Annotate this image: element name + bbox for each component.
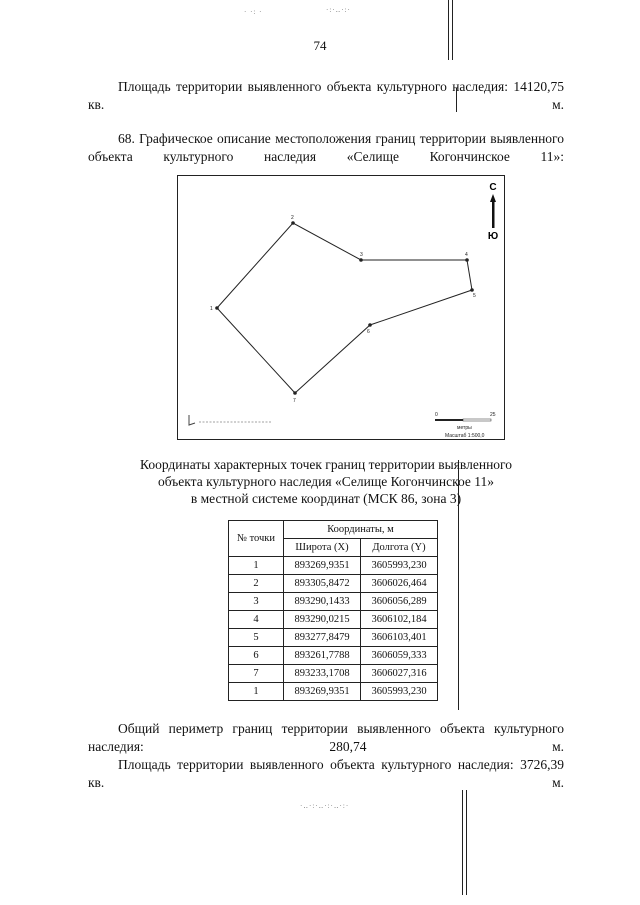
point-number: 4	[229, 611, 284, 629]
latitude-value: 893305,8472	[284, 575, 361, 593]
area-paragraph: Площадь территории выявленного объекта культурного наследия: 3726,39 кв. м.	[88, 757, 564, 790]
longitude-value: 3605993,230	[361, 557, 438, 575]
boundary-polygon	[217, 223, 472, 393]
vertex-1	[215, 306, 219, 310]
point-number: 5	[229, 629, 284, 647]
longitude-value: 3606103,401	[361, 629, 438, 647]
table-row	[229, 665, 438, 683]
header-coordinates: Координаты, м	[284, 521, 438, 539]
longitude-value: 3606056,289	[361, 593, 438, 611]
vertex-5	[470, 288, 474, 292]
vertex-4	[465, 258, 469, 262]
latitude-value: 893269,9351	[284, 683, 361, 701]
scale-end: 25	[490, 412, 496, 418]
scan-line	[466, 790, 467, 895]
point-label-3: 3	[360, 252, 363, 258]
north-arrow-icon	[488, 182, 498, 242]
point-label-5: 5	[473, 293, 476, 299]
table-caption-line: объекта культурного наследия «Селище Когончинское 11»	[158, 474, 494, 489]
scale-bar	[435, 412, 496, 439]
point-number: 7	[229, 665, 284, 683]
point-label-4: 4	[465, 252, 468, 258]
latitude-value: 893277,8479	[284, 629, 361, 647]
table-row	[229, 557, 438, 575]
north-label: С	[489, 182, 497, 193]
point-number: 6	[229, 647, 284, 665]
boundary-map	[177, 175, 505, 445]
latitude-value: 893290,1433	[284, 593, 361, 611]
table-row	[229, 629, 438, 647]
scan-line	[462, 790, 463, 895]
point-number: 2	[229, 575, 284, 593]
longitude-value: 3605993,230	[361, 683, 438, 701]
table-row	[229, 647, 438, 665]
header-longitude: Долгота (Y)	[361, 539, 438, 557]
coordinates-table	[228, 520, 438, 701]
scale-start: 0	[435, 412, 438, 418]
vertex-3	[359, 258, 363, 262]
point-label-2: 2	[291, 215, 294, 221]
latitude-value: 893269,9351	[284, 557, 361, 575]
point-number: 1	[229, 557, 284, 575]
table-caption-line: в местной системе координат (МСК 86, зона 3)	[190, 491, 462, 506]
latitude-value: 893261,7788	[284, 647, 361, 665]
scan-noise: · ·: ·	[244, 8, 263, 16]
vertex-6	[368, 323, 372, 327]
table-row	[229, 611, 438, 629]
scan-noise: ·:·‥·:·	[326, 6, 351, 14]
table-row	[229, 575, 438, 593]
vertex-7	[293, 391, 297, 395]
legend-icon	[189, 415, 272, 425]
latitude-value: 893290,0215	[284, 611, 361, 629]
longitude-value: 3606026,464	[361, 575, 438, 593]
perimeter-paragraph: Общий периметр границ территории выявленного объекта культурного наследия: 280,74 м.	[88, 721, 564, 754]
section-heading: 68. Графическое описание местоположения границ территории выявленного объекта культурного наследия «Селище Когончинское 11»:	[88, 131, 564, 164]
table-caption	[88, 456, 564, 507]
scale-text: Масштаб 1:500,0	[445, 433, 485, 439]
table-row	[229, 683, 438, 701]
page-number: 74	[313, 38, 327, 53]
south-label: Ю	[487, 231, 499, 242]
prev-area-paragraph: Площадь территории выявленного объекта культурного наследия: 14120,75 кв. м.	[88, 79, 564, 112]
scale-unit: метры	[457, 425, 472, 431]
boundary-vertices	[215, 221, 474, 395]
point-label-7: 7	[293, 398, 296, 404]
point-label-6: 6	[367, 329, 370, 335]
table-row	[229, 593, 438, 611]
point-number: 3	[229, 593, 284, 611]
latitude-value: 893233,1708	[284, 665, 361, 683]
point-label-1: 1	[210, 306, 213, 312]
point-number: 1	[229, 683, 284, 701]
header-latitude: Широта (X)	[284, 539, 361, 557]
table-caption-line: Координаты характерных точек границ территории выявленного	[139, 457, 512, 472]
longitude-value: 3606102,184	[361, 611, 438, 629]
vertex-2	[291, 221, 295, 225]
scan-noise: ·‥·:·‥·:·‥·:·	[300, 802, 350, 810]
longitude-value: 3606027,316	[361, 665, 438, 683]
longitude-value: 3606059,333	[361, 647, 438, 665]
header-point-number: № точки	[229, 521, 284, 557]
